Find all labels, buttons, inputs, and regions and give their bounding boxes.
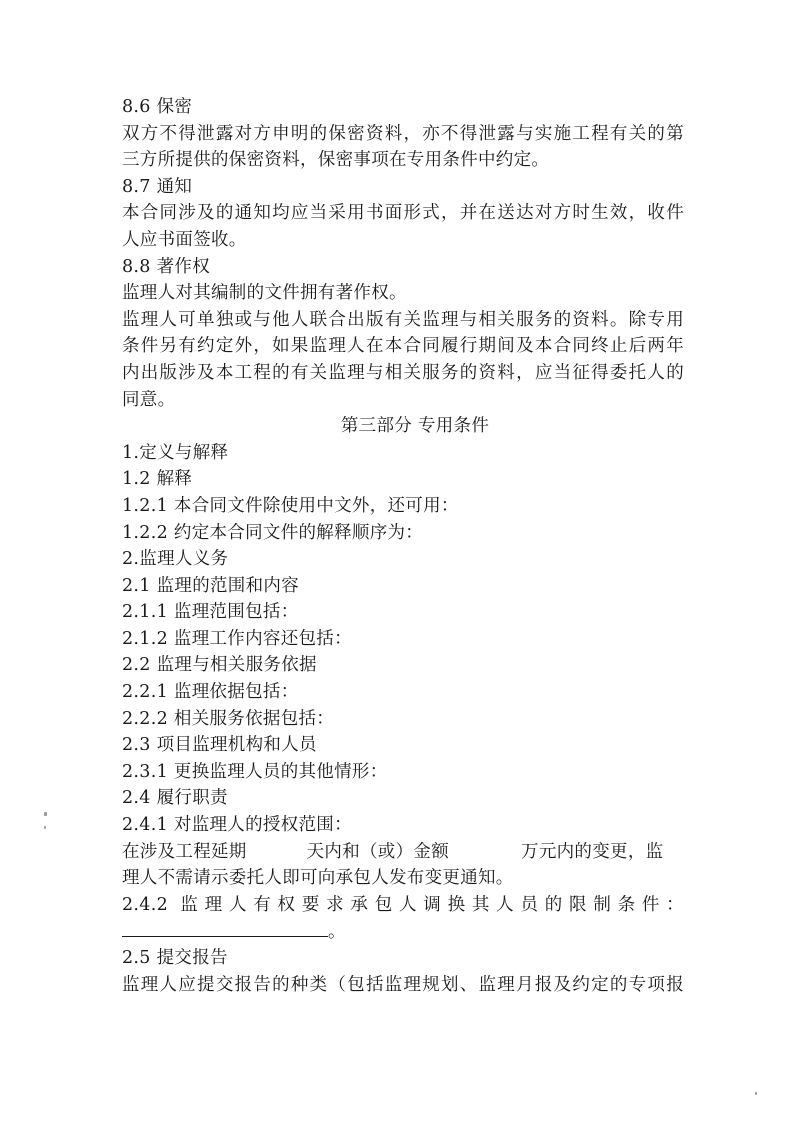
scan-speck <box>755 1092 757 1095</box>
delay-clause-part1: 在涉及工程延期 <box>122 841 247 862</box>
document-body <box>122 94 684 998</box>
section-heading-1: 1.定义与解释 <box>122 442 229 463</box>
part-title: 第三部分 专用条件 <box>340 416 490 437</box>
paragraph-line: 同意。 <box>122 389 176 410</box>
paragraph-line: 理人不需请示委托人即可向承包人发布变更通知。 <box>122 868 514 889</box>
section-heading-8-8: 8.8 著作权 <box>122 256 210 277</box>
paragraph-line: 监理人可单独或与他人联合出版有关监理与相关服务的资料。除专用 <box>122 309 684 330</box>
section-heading-1-2: 1.2 解释 <box>122 469 193 490</box>
paragraph-line: 人应书面签收。 <box>122 229 247 250</box>
blank-fill-line <box>122 918 684 945</box>
section-heading-8-7: 8.7 通知 <box>122 176 193 197</box>
paragraph-line: 监理人对其编制的文件拥有著作权。 <box>122 283 407 304</box>
clause-2-1-1: 2.1.1 监理范围包括： <box>122 602 299 623</box>
section-heading-2: 2.监理人义务 <box>122 549 229 570</box>
clause-1-2-1: 1.2.1 本合同文件除使用中文外，还可用： <box>122 495 459 516</box>
delay-clause-part3: 万元内的变更，监 <box>521 841 664 862</box>
clause-2-4-2: 2.4.2 监理人有权要求承包人调换其人员的限制条件： <box>122 894 684 915</box>
paragraph-line: 三方所提供的保密资料，保密事项在专用条件中约定。 <box>122 150 550 171</box>
delay-clause-line <box>122 839 684 866</box>
clause-2-2-2: 2.2.2 相关服务依据包括： <box>122 708 335 729</box>
blank-suffix: 。 <box>328 922 346 943</box>
section-heading-2-3: 2.3 项目监理机构和人员 <box>122 735 317 756</box>
section-heading-2-1: 2.1 监理的范围和内容 <box>122 575 299 596</box>
underline-blank <box>122 918 328 937</box>
paragraph-line: 条件另有约定外，如果监理人在本合同履行期间及本合同终止后两年 <box>122 336 684 357</box>
section-heading-8-6: 8.6 保密 <box>122 97 193 117</box>
clause-2-4-1: 2.4.1 对监理人的授权范围： <box>122 815 352 836</box>
scan-speck <box>44 826 46 829</box>
paragraph-line: 内出版涉及本工程的有关监理与相关服务的资料，应当征得委托人的 <box>122 362 684 383</box>
delay-clause-part2: 天内和（或）金额 <box>306 841 450 862</box>
paragraph-line: 监理人应提交报告的种类（包括监理规划、监理月报及约定的专项报 <box>122 974 684 995</box>
clause-1-2-2: 1.2.2 约定本合同文件的解释顺序为： <box>122 522 424 543</box>
section-heading-2-5: 2.5 提交报告 <box>122 948 228 968</box>
section-heading-2-2: 2.2 监理与相关服务依据 <box>122 655 317 676</box>
scan-speck <box>44 812 47 816</box>
paragraph-line: 双方不得泄露对方申明的保密资料，亦不得泄露与实施工程有关的第 <box>122 123 684 144</box>
clause-2-1-2: 2.1.2 监理工作内容还包括： <box>122 628 352 649</box>
clause-2-3-1: 2.3.1 更换监理人员的其他情形： <box>122 761 388 782</box>
paragraph-line: 本合同涉及的通知均应当采用书面形式，并在送达对方时生效，收件 <box>122 203 684 224</box>
section-heading-2-4: 2.4 履行职责 <box>122 788 228 809</box>
clause-2-2-1: 2.2.1 监理依据包括： <box>122 682 299 703</box>
